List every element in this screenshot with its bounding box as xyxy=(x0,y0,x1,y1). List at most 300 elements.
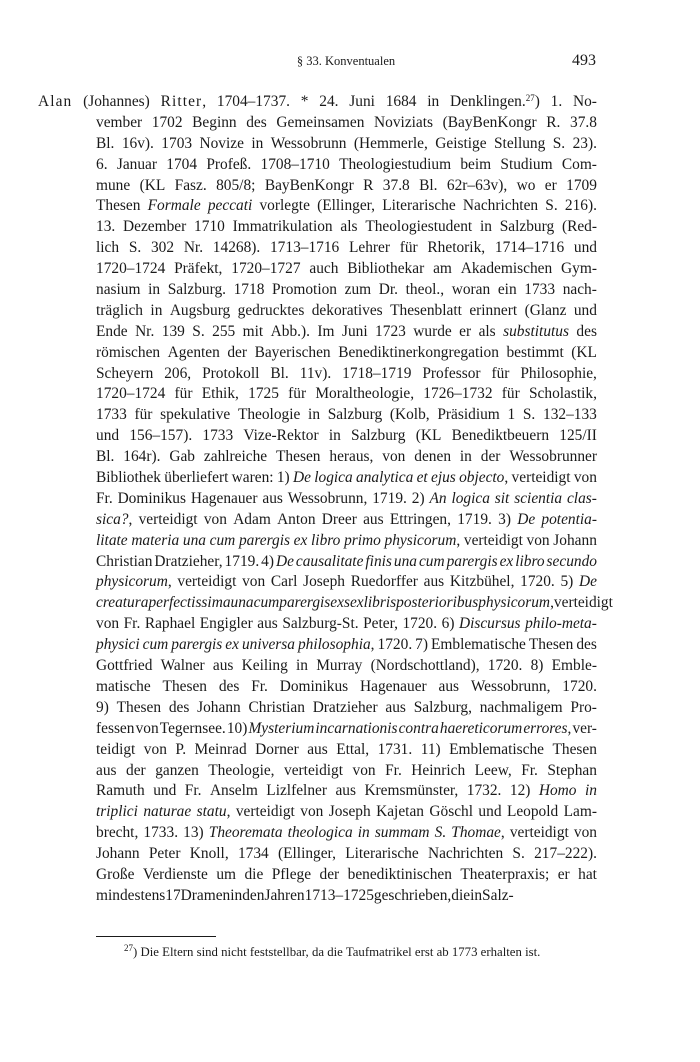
word xyxy=(414,447,451,468)
word xyxy=(96,635,140,656)
word xyxy=(210,781,258,802)
word xyxy=(562,217,597,238)
word xyxy=(131,531,179,552)
word xyxy=(449,740,544,761)
text-line xyxy=(96,426,597,447)
text: heraus, xyxy=(329,448,374,466)
word xyxy=(216,176,255,197)
text: 2) xyxy=(411,489,425,507)
text: verteidigt xyxy=(463,531,523,549)
text-line xyxy=(96,886,597,907)
text: Com- xyxy=(561,155,597,173)
word xyxy=(272,280,337,301)
text: lich xyxy=(96,239,120,257)
word xyxy=(510,781,531,802)
word xyxy=(202,384,239,405)
text: Thesen xyxy=(528,636,574,654)
text: Johann xyxy=(553,531,597,549)
word xyxy=(342,364,411,385)
word xyxy=(480,698,563,719)
word xyxy=(424,572,445,593)
text: er xyxy=(459,322,472,340)
word xyxy=(230,886,242,907)
word xyxy=(155,761,199,782)
word xyxy=(259,196,309,217)
italic-text: An xyxy=(429,489,447,507)
text: dekoratives xyxy=(311,301,383,319)
word xyxy=(416,426,442,447)
text: Dreer xyxy=(321,510,357,528)
text: Kitzbühel, xyxy=(449,573,515,591)
text: (Red- xyxy=(561,218,597,236)
italic-text: peccati xyxy=(207,197,253,215)
word xyxy=(298,635,375,656)
text-line xyxy=(96,510,597,531)
italic-text: universa xyxy=(241,636,295,654)
text: waren: xyxy=(231,469,274,487)
word xyxy=(192,113,236,134)
text-line xyxy=(96,552,597,573)
word xyxy=(517,510,535,531)
text: Bl. xyxy=(96,134,115,152)
text: der xyxy=(480,448,501,466)
word xyxy=(509,447,597,468)
italic-text: una xyxy=(393,552,417,570)
word xyxy=(296,656,308,677)
text-line xyxy=(96,322,597,343)
text: Pro- xyxy=(570,698,597,716)
word xyxy=(149,844,181,865)
text: Johann xyxy=(197,698,241,716)
italic-text: parergis xyxy=(238,531,290,549)
text: in xyxy=(427,93,440,110)
word xyxy=(356,468,413,489)
word xyxy=(338,343,499,364)
word xyxy=(150,301,162,322)
word xyxy=(463,196,538,217)
text: in xyxy=(308,406,321,424)
text: von xyxy=(203,510,227,528)
word xyxy=(169,698,190,719)
word xyxy=(412,489,425,510)
word xyxy=(134,405,152,426)
word xyxy=(96,531,128,552)
text: Fasz. xyxy=(174,176,207,194)
text: Stephan xyxy=(547,761,597,779)
italic-text: Mysterium xyxy=(248,719,315,737)
word xyxy=(227,343,247,364)
text: Stellung xyxy=(494,134,546,152)
text-line xyxy=(96,698,597,719)
text: Rhetorik, xyxy=(427,239,486,257)
word xyxy=(419,552,445,573)
word xyxy=(374,113,433,134)
text: Joseph xyxy=(303,573,345,591)
text: Studium xyxy=(500,155,553,173)
word xyxy=(139,510,198,531)
word xyxy=(421,740,441,761)
italic-text: physicorum xyxy=(96,573,168,591)
text: Profeß. xyxy=(206,155,252,173)
text: Salz- xyxy=(482,886,514,904)
text: Moraltheologie, xyxy=(315,385,415,403)
word xyxy=(576,322,597,343)
text: in xyxy=(459,448,472,466)
text: Nachrichten xyxy=(462,197,539,215)
text-line xyxy=(96,844,597,865)
text: nachmaligem xyxy=(479,698,563,716)
text: (BayBenKongr xyxy=(442,113,537,131)
word xyxy=(248,384,279,405)
word xyxy=(160,405,230,426)
text-line xyxy=(96,447,597,468)
text: Bibliothekar xyxy=(347,260,425,278)
word xyxy=(475,761,512,782)
italic-text: posterioribus xyxy=(396,594,479,612)
text: , xyxy=(167,573,172,591)
text: Bibliothek xyxy=(96,469,161,487)
italic-text: contra xyxy=(398,719,439,737)
word xyxy=(148,196,201,217)
word xyxy=(288,489,368,510)
word xyxy=(140,176,166,197)
word xyxy=(238,844,269,865)
text: 1720. xyxy=(402,615,438,633)
word xyxy=(251,134,263,155)
word xyxy=(564,802,597,823)
text: 1684 xyxy=(385,93,417,110)
word xyxy=(365,552,392,573)
text: Nr. xyxy=(135,322,155,340)
text: Theologiestudent xyxy=(365,218,473,236)
text: 1) xyxy=(276,469,290,487)
text: ein xyxy=(497,281,517,299)
word xyxy=(301,92,309,113)
word xyxy=(329,447,373,468)
text: Thesen xyxy=(116,698,162,716)
word xyxy=(314,468,352,489)
running-head: § 33. Konventualen xyxy=(296,54,396,68)
word xyxy=(293,468,311,489)
word xyxy=(378,740,413,761)
text: Murray xyxy=(316,657,363,675)
text: (KL xyxy=(139,176,166,194)
text: am xyxy=(433,260,452,278)
text: S. xyxy=(512,845,525,863)
text: Alan xyxy=(38,93,73,110)
text: er xyxy=(557,865,570,883)
italic-text: De xyxy=(579,573,597,591)
text-line xyxy=(96,740,597,761)
word xyxy=(210,531,236,552)
text-line xyxy=(96,614,597,635)
text: teidigt xyxy=(96,740,136,758)
word xyxy=(262,489,283,510)
word xyxy=(96,322,128,343)
text-line xyxy=(96,155,597,176)
italic-text: cum xyxy=(418,552,445,570)
word xyxy=(190,844,229,865)
word xyxy=(469,301,517,322)
word xyxy=(96,510,132,531)
word xyxy=(502,384,520,405)
text: träglich xyxy=(96,301,144,319)
text: 1703 xyxy=(161,134,193,152)
word xyxy=(96,656,152,677)
word xyxy=(541,510,597,531)
word xyxy=(96,844,140,865)
text: Philosophie, xyxy=(520,364,597,382)
word xyxy=(372,489,407,510)
word xyxy=(96,155,108,176)
text: 1704–1737. xyxy=(216,93,290,110)
word xyxy=(348,865,452,886)
text: 1713–1716 xyxy=(269,239,340,257)
word xyxy=(316,656,362,677)
word xyxy=(390,510,451,531)
italic-text: logica xyxy=(451,489,490,507)
word xyxy=(96,217,115,238)
text: Noviziats xyxy=(374,113,434,131)
text-line xyxy=(96,468,597,489)
text: 1734 xyxy=(237,845,269,863)
text-line xyxy=(96,719,597,740)
word xyxy=(96,823,138,844)
text: 1708–1710 xyxy=(260,155,330,173)
word xyxy=(225,635,239,656)
word xyxy=(570,113,597,134)
word xyxy=(96,865,134,886)
word xyxy=(96,781,145,802)
word xyxy=(238,301,305,322)
text: in xyxy=(470,886,483,904)
word xyxy=(553,134,565,155)
word xyxy=(118,489,186,510)
text: 1733 xyxy=(96,406,127,424)
word xyxy=(351,572,418,593)
word xyxy=(523,405,535,426)
text: Leew, xyxy=(474,761,512,779)
text: und xyxy=(573,239,597,257)
text: und xyxy=(573,301,597,319)
italic-text: libro xyxy=(311,531,341,549)
word xyxy=(460,155,491,176)
word xyxy=(543,405,597,426)
text: Salzburg xyxy=(327,406,383,424)
word xyxy=(376,802,424,823)
text: in xyxy=(296,657,308,675)
text: den xyxy=(242,886,265,904)
text: des xyxy=(576,636,597,654)
text: woran xyxy=(451,281,491,299)
italic-text: cum xyxy=(209,531,236,549)
word xyxy=(206,155,251,176)
text: Fr. xyxy=(96,489,113,507)
text: brecht, xyxy=(96,824,139,842)
word xyxy=(379,280,398,301)
italic-text: parergis xyxy=(279,594,331,612)
text: Salzburg-St. xyxy=(282,615,359,633)
word xyxy=(500,552,514,573)
word xyxy=(117,155,157,176)
text: 132–133 xyxy=(543,406,597,424)
text: Peter, xyxy=(363,615,398,633)
text-line xyxy=(96,134,597,155)
word xyxy=(319,92,338,113)
text: Thesen xyxy=(276,448,321,466)
text: (Johannes) xyxy=(83,93,150,110)
word xyxy=(488,656,523,677)
text: 1720. xyxy=(520,573,555,591)
text: Januar xyxy=(116,155,157,173)
text: Tegernsee. xyxy=(159,719,226,737)
text: (Hemmerle, xyxy=(353,134,428,152)
text: Ettringen, xyxy=(389,510,451,528)
text: Heinrich xyxy=(411,761,466,779)
text: aus xyxy=(212,657,234,675)
word xyxy=(164,468,228,489)
text: BayBenKongr xyxy=(264,176,354,194)
word xyxy=(96,113,142,134)
word xyxy=(96,176,130,197)
text: erinnert xyxy=(469,301,518,319)
word xyxy=(344,531,381,552)
word xyxy=(524,280,555,301)
text: Anton xyxy=(277,510,316,528)
text-line xyxy=(96,113,597,134)
word xyxy=(459,468,508,489)
word xyxy=(507,802,558,823)
text: Salzburg xyxy=(351,427,406,445)
word xyxy=(305,886,374,907)
text: aus xyxy=(262,489,283,507)
text-line xyxy=(96,677,597,698)
word xyxy=(96,552,152,573)
italic-text: Discursus xyxy=(458,615,521,633)
word xyxy=(460,447,472,468)
word xyxy=(236,802,295,823)
word xyxy=(264,886,304,907)
text-line xyxy=(96,489,597,510)
text: 1719. xyxy=(224,552,260,570)
word xyxy=(124,614,141,635)
text: Gottfried xyxy=(96,657,153,675)
text: Theologie, xyxy=(208,761,275,779)
word xyxy=(185,781,202,802)
text: 217–222). xyxy=(534,845,597,863)
text: Professor xyxy=(422,364,481,382)
text: 1. xyxy=(550,93,563,110)
italic-text: De xyxy=(517,510,536,528)
italic-text: cum xyxy=(142,636,169,654)
word xyxy=(431,635,526,656)
word xyxy=(255,343,331,364)
word xyxy=(227,719,248,740)
text: 805/8; xyxy=(216,176,256,194)
page-header xyxy=(96,52,596,76)
word xyxy=(96,343,160,364)
word xyxy=(96,238,119,259)
word xyxy=(349,238,390,259)
word xyxy=(175,176,207,197)
word xyxy=(208,761,274,782)
word xyxy=(96,593,148,614)
text: 62r–63v), xyxy=(446,176,508,194)
text-line xyxy=(96,761,597,782)
word xyxy=(520,364,597,385)
word xyxy=(204,447,267,468)
text: Agenten xyxy=(167,343,220,361)
text: Thesenblatt xyxy=(390,301,462,319)
text: 1733 xyxy=(524,281,556,299)
text: des xyxy=(218,677,240,695)
word xyxy=(363,510,384,531)
text: Ettal, xyxy=(336,740,370,758)
page-number: 493 xyxy=(572,52,596,69)
word xyxy=(300,802,323,823)
text: No- xyxy=(572,93,597,110)
word xyxy=(129,238,141,259)
italic-text: summam xyxy=(374,824,430,842)
word xyxy=(578,865,597,886)
word xyxy=(349,92,375,113)
word xyxy=(329,426,341,447)
text: zahlreiche xyxy=(203,448,268,466)
text: nach- xyxy=(562,281,597,299)
text: für xyxy=(399,239,418,257)
italic-text: finis xyxy=(365,552,392,570)
text: 17 xyxy=(165,886,181,904)
text: 3) xyxy=(498,510,511,528)
word xyxy=(520,572,555,593)
text: 9) xyxy=(96,698,109,716)
text-line xyxy=(96,405,597,426)
italic-text: substitutus xyxy=(503,322,569,340)
word xyxy=(194,217,225,238)
text: verteidigt xyxy=(553,594,613,612)
text: verteidigt xyxy=(511,469,571,487)
text: Dominikus xyxy=(117,489,186,507)
word xyxy=(153,781,176,802)
word xyxy=(552,740,596,761)
text: für xyxy=(288,385,307,403)
text: Christian xyxy=(248,698,305,716)
word xyxy=(562,677,597,698)
text: verteidigt xyxy=(138,510,198,528)
text: Immatrikulation xyxy=(232,218,333,236)
text: Joseph xyxy=(328,803,371,821)
text: 156–157). xyxy=(129,427,193,445)
word xyxy=(165,886,180,907)
word xyxy=(498,510,511,531)
text-line xyxy=(96,343,597,364)
footnote-rule xyxy=(96,936,216,937)
text: Raphael xyxy=(144,615,196,633)
word xyxy=(427,92,439,113)
word xyxy=(162,322,185,343)
word xyxy=(339,155,451,176)
text: Wessobrunn, xyxy=(470,677,551,695)
word xyxy=(563,280,597,301)
text-line xyxy=(96,635,597,656)
text: und xyxy=(478,803,502,821)
word xyxy=(276,552,294,573)
italic-text: physicorum xyxy=(384,531,457,549)
text: benediktinischen xyxy=(347,865,452,883)
word xyxy=(123,217,186,238)
word xyxy=(195,740,247,761)
word xyxy=(161,92,207,113)
